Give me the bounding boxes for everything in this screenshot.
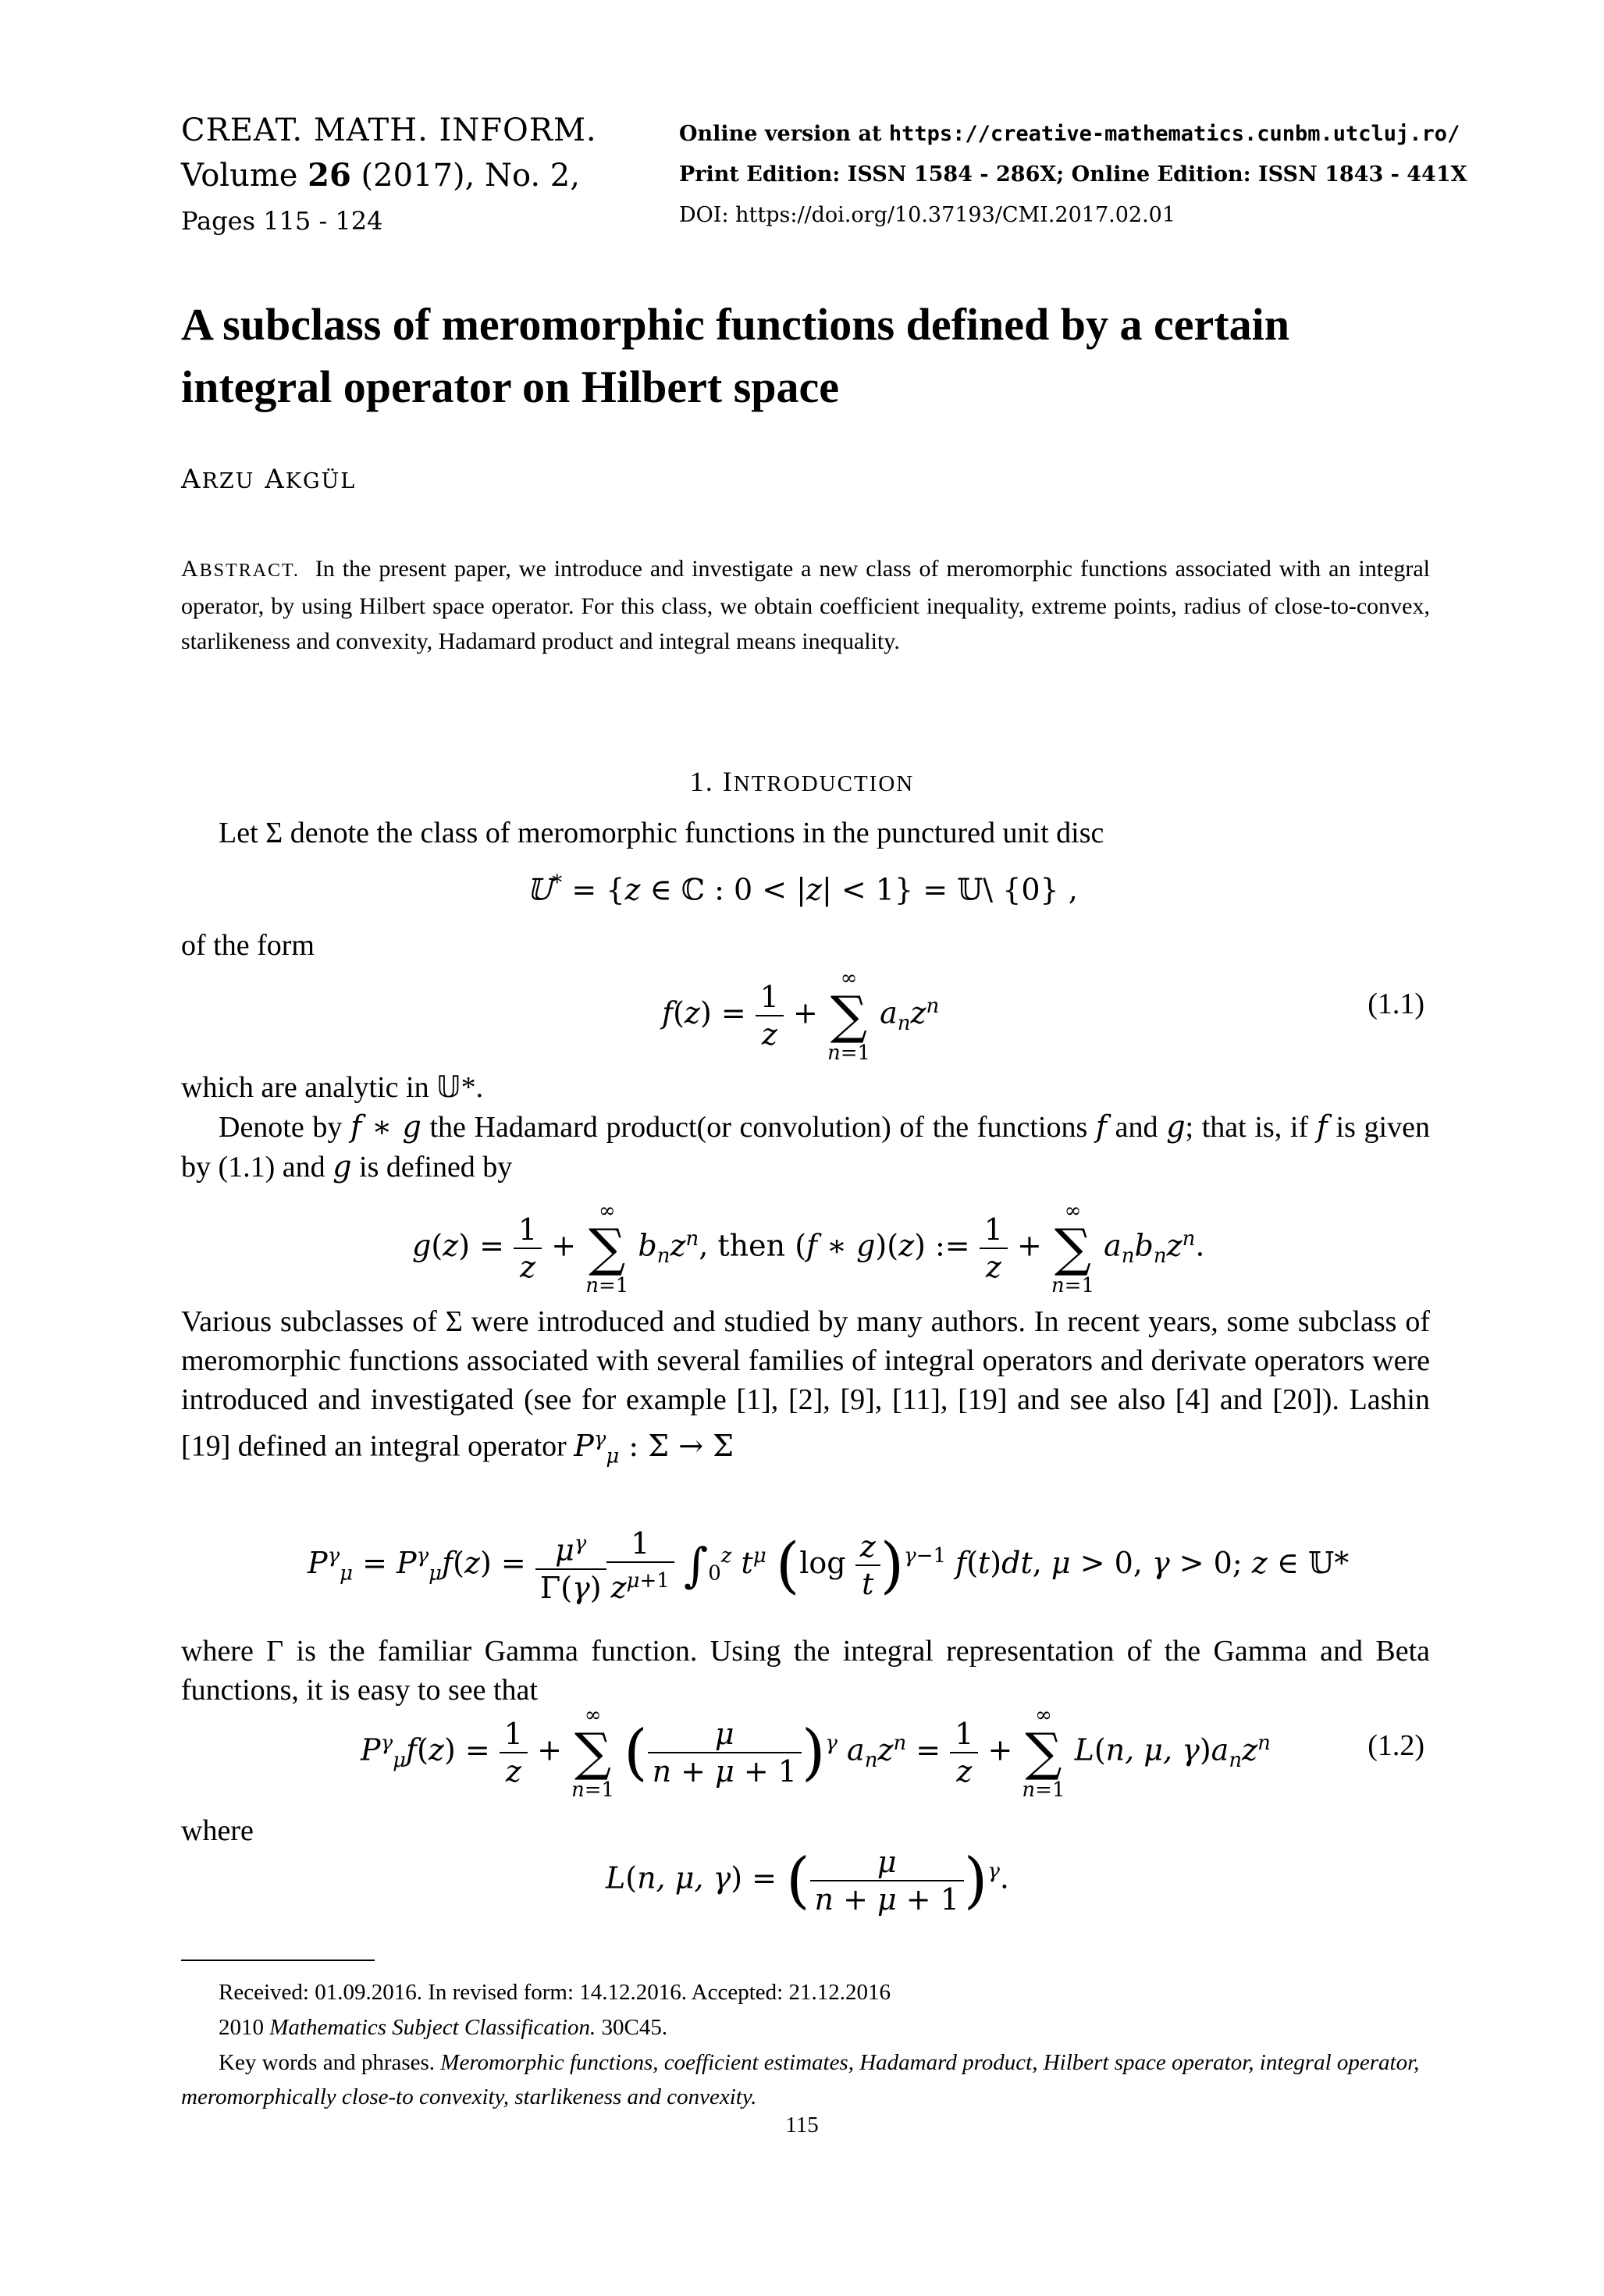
doi-line[interactable]: DOI: https://doi.org/10.37193/CMI.2017.02.01 [679,203,1176,227]
abstract-text: In the present paper, we introduce and investigate a new class of meromorphic functions associated with an integral operator, by using Hilbert space operator. For this class, we obtain coefficient inequality, extreme points, radius of close-to-convex, starlikeness and convexity, Hadamard product and integral means inequality. [181,556,1430,654]
abstract [181,551,1430,659]
footnote-keywords: Key words and phrases. Meromorphic functions, coefficient estimates, Hadamard product, Hilbert space operator, integral operator, meromorphically close-to convexity, starlikeness and convexity. [181,2050,1420,2109]
online-url-link[interactable]: https://creative-mathematics.cunbm.utcluj.ro/ [888,122,1460,146]
publication-info [679,114,1467,236]
volume-line: Volume 26 (2017), No. 2, [181,157,580,194]
page-number: 115 [785,2113,819,2138]
paragraph-1: Let Σ denote the class of meromorphic functions in the punctured unit disc [219,817,1104,849]
footnote-received: Received: 01.09.2016. In revised form: 14.12.2016. Accepted: 21.12.2016 [219,1980,891,2005]
equation-1-1: f(z) = $\frac{1}{z}$ + ∞ ∑ n=1 $a_nz^n$ [662,966,940,1065]
author-name: ARZU AKGÜL [181,464,357,495]
journal-name: CREAT. MATH. INFORM. [181,112,597,148]
paragraph-5: Various subclasses of Σ were introduced and studied by many authors. In recent years, some subclass of meromorphic functions associated with several families of integral operators and derivate operators were introduced and investigated (see for example [1], [2], [9], [11], [19] and see also [4] and [20]). Lashin [19] defined an integral operator $P^\gamma_\mu$ : Σ → Σ [181,1305,1430,1468]
section-heading-introduction: 1. INTRODUCTION [689,766,915,797]
paragraph-3: which are analytic in 𝕌*. [181,1071,484,1104]
equation-number-1-1: (1.1) [1367,988,1424,1020]
paragraph-7: where [181,1814,254,1847]
equation-unit-disc: 𝕌* = {z ∈ ℂ : 0 < |z| < 1} = 𝕌\ {0} , [526,871,1078,907]
footnote-rule [181,1960,375,1961]
pages-line: Pages 115 - 124 [181,206,383,236]
paragraph-6: where Γ is the familiar Gamma function. Using the integral representation of the Gamma and Beta functions, it is easy to see that [181,1635,1430,1707]
equation-integral-operator: $P^\gamma_\mu = P^\gamma_\mu f(z)$ = $\frac{\mu^\gamma}{\Gamma(\gamma)}$ $\frac{1}{z^{\mu+1}}$ $\int_0^z$ $t^\mu$ (log $\frac{z}{t}$ )$^{\gamma-1}$ f(t)dt, μ > 0, γ > 0; z ∈ 𝕌* [308,1526,1350,1605]
equation-1-2: $P^\gamma_\mu f(z)$ = $\frac{1}{z}$ + ∞ ∑ n=1 ( $\frac{\mu}{n + \mu + 1}$ )$^\gamma$ $a_nz^n$ = $\frac{1}{z}$ + ∞ ∑ n=1 L(n, μ, $\gamma)a_nz^n$ [361,1703,1271,1802]
abstract-label: ABSTRACT. [181,556,300,582]
equation-L-definition: L(n, μ, γ) = ( $\frac{\mu}{n + \mu + 1}$ )$^\gamma$. [606,1845,1009,1917]
paragraph-2: of the form [181,929,315,962]
online-version: Online version at https://creative-mathematics.cunbm.utcluj.ro/ [679,122,1460,146]
footnote-msc: 2010 Mathematics Subject Classification. 30C45. [219,2015,668,2040]
issn-line: Print Edition: ISSN 1584 - 286X; Online Edition: ISSN 1843 - 441X [679,162,1467,187]
paper-title: A subclass of meromorphic functions defined by a certain integral operator on Hilbert space [181,299,1289,412]
journal-header [181,108,597,244]
paragraph-4: Denote by f ∗ g the Hadamard product(or convolution) of the functions f and g; that is, if f is given by (1.1) and g is defined by [181,1109,1430,1184]
equation-number-1-2: (1.2) [1367,1729,1424,1762]
equation-hadamard: g(z) = $\frac{1}{z}$ + ∞ ∑ n=1 $b_nz^n$, then (f ∗ g)(z) := $\frac{1}{z}$ + ∞ ∑ n=1 $a_nb_nz^n$. [412,1199,1205,1298]
